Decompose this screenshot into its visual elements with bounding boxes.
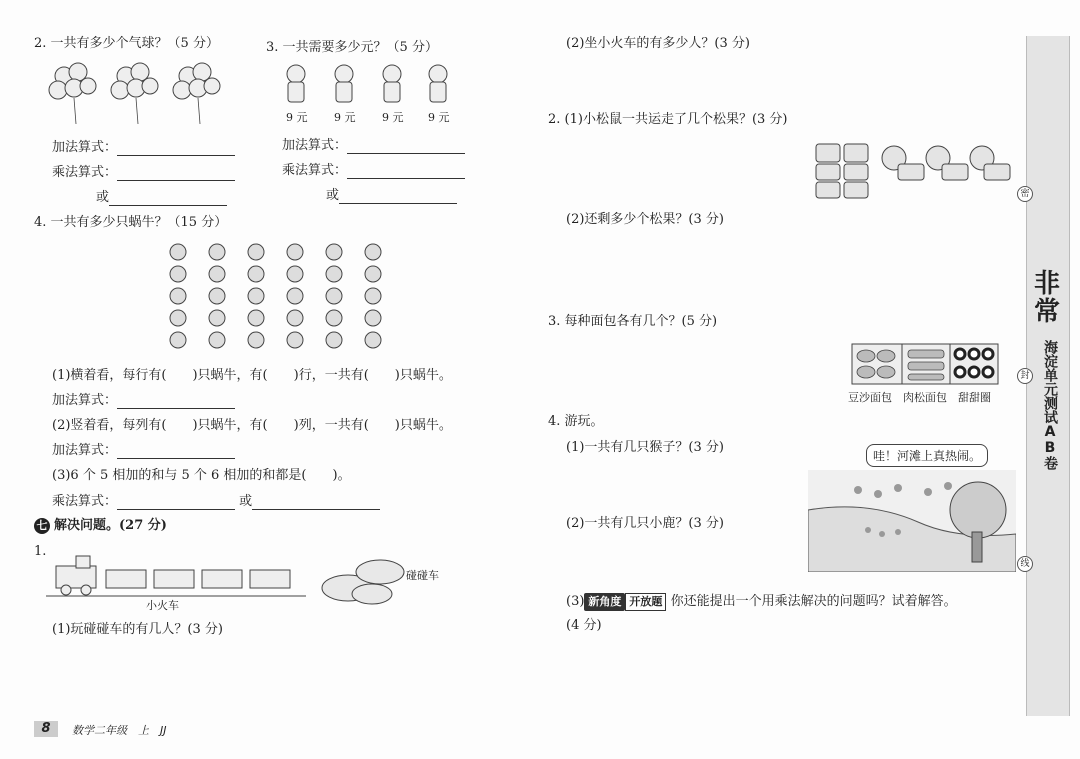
spine-subtitle: 海淀单元测试AB卷 — [1042, 340, 1058, 470]
q3-title: 3. 一共需要多少元？（5 分） — [266, 40, 438, 55]
breads-image — [850, 340, 1002, 388]
section-7-heading: 七 解决问题。(27 分) — [34, 518, 167, 534]
bread-labels: 豆沙面包 肉松面包 甜甜圈 — [848, 391, 991, 404]
q4-part1: (1)横着看，每行有( )只蜗牛，有( )行，一共有( )只蜗牛。 — [52, 368, 452, 383]
price-label: 9 元 — [286, 111, 308, 124]
spine-title: 非常 — [1033, 269, 1060, 327]
q2-title: 2. 一共有多少个气球？（5 分） — [34, 36, 219, 51]
p4-sub3-points: (4 分) — [566, 618, 602, 633]
price-label: 9 元 — [334, 111, 356, 124]
footer-text: 数学二年级 上 JJ — [72, 724, 167, 737]
train-label: 小火车 — [146, 599, 179, 612]
new-angle-badge: 新角度 — [584, 593, 625, 611]
q2-mul-label: 乘法算式： — [52, 165, 235, 181]
seal-mark: 密 — [1017, 186, 1033, 202]
bears-image — [280, 62, 460, 108]
q2-or-label: 或 — [96, 190, 227, 206]
q2-add-label: 加法算式： — [52, 140, 235, 156]
q3-or-label: 或 — [326, 188, 457, 204]
q4-add2-label: 加法算式： — [52, 443, 235, 459]
p4-sub3: (3) 新角度 开放题 你还能提出一个用乘法解决的问题吗？试着解答。 — [566, 594, 957, 609]
seal-mark: 线 — [1017, 556, 1033, 572]
bumper-cars-image — [318, 548, 410, 606]
squirrels-image — [814, 138, 1014, 200]
balloons-image — [44, 58, 224, 130]
q3-mul-label: 乘法算式： — [282, 163, 465, 179]
p4-title: 4. 游玩。 — [548, 414, 604, 429]
snails-grid-image — [162, 240, 392, 352]
q3-add-label: 加法算式： — [282, 138, 465, 154]
p4-sub2: (2)一共有几只小鹿？(3 分) — [566, 516, 724, 531]
page-number: 8 — [34, 721, 58, 737]
seal-mark: 封 — [1017, 368, 1033, 384]
p2-sub1: 2. (1)小松鼠一共运走了几个松果？(3 分) — [548, 112, 788, 127]
p3-title: 3. 每种面包各有几个？(5 分) — [548, 314, 718, 329]
q4-part2: (2)竖着看，每列有( )只蜗牛，有( )列，一共有( )只蜗牛。 — [52, 418, 452, 433]
p1-number: 1. — [34, 544, 47, 559]
q4-add1-label: 加法算式： — [52, 393, 235, 409]
price-label: 9 元 — [382, 111, 404, 124]
q4-title: 4. 一共有多少只蜗牛？（15 分） — [34, 215, 228, 230]
riverbank-scene-image — [808, 470, 1016, 572]
q4-part3: (3)6 个 5 相加的和与 5 个 6 相加的和都是( )。 — [52, 468, 351, 483]
p1-sub1: (1)玩碰碰车的有几人？(3 分) — [52, 622, 223, 637]
p2-sub2: (2)还剩多少个松果？(3 分) — [566, 212, 724, 227]
p4-sub1: (1)一共有几只猴子？(3 分) — [566, 440, 724, 455]
open-question-badge: 开放题 — [625, 593, 666, 611]
price-label: 9 元 — [428, 111, 450, 124]
p1-sub2: (2)坐小火车的有多少人？(3 分) — [566, 36, 750, 51]
train-image — [46, 552, 316, 598]
bumper-label: 碰碰车 — [406, 569, 439, 582]
speech-bubble: 哇！河滩上真热闹。 — [866, 444, 988, 467]
q4-mul-label: 乘法算式： 或 — [52, 494, 380, 510]
